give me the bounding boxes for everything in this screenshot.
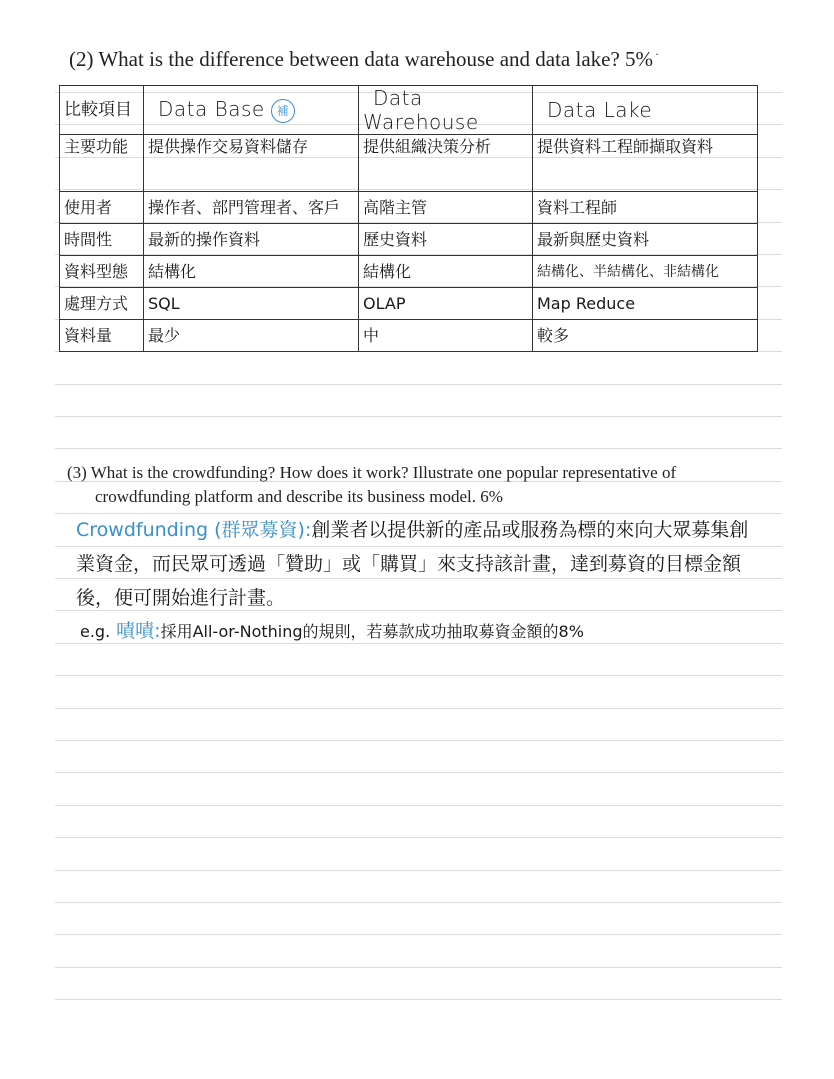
ruled-line bbox=[55, 384, 782, 385]
ruled-line bbox=[55, 999, 782, 1000]
table-cell: 結構化 bbox=[359, 256, 533, 288]
question-3-title-line1: (3) What is the crowdfunding? How does it work? Illustrate one popular representative of bbox=[67, 463, 677, 482]
ruled-line bbox=[55, 772, 782, 773]
table-cell: 資料工程師 bbox=[533, 192, 758, 224]
table-cell: 結構化 bbox=[144, 256, 359, 288]
table-cell: 較多 bbox=[533, 320, 758, 352]
question-3-title bbox=[67, 461, 767, 509]
table-row bbox=[60, 192, 758, 224]
ruled-line bbox=[55, 934, 782, 935]
ruled-line bbox=[55, 967, 782, 968]
header-data-warehouse: Data Warehouse bbox=[359, 86, 533, 135]
table-row bbox=[60, 320, 758, 352]
example-text: 採用All-or-Nothing的規則，若募款成功抽取募資金額的8% bbox=[160, 622, 584, 641]
row-label: 處理方式 bbox=[60, 288, 144, 320]
question-3-title-line2: crowdfunding platform and describe its business model. 6% bbox=[95, 487, 503, 506]
table-cell: 最新與歷史資料 bbox=[533, 224, 758, 256]
ruled-line bbox=[55, 448, 782, 449]
table-cell: 中 bbox=[359, 320, 533, 352]
table-row bbox=[60, 256, 758, 288]
ruled-line bbox=[55, 870, 782, 871]
table-cell: 高階主管 bbox=[359, 192, 533, 224]
crowdfunding-example bbox=[80, 616, 584, 643]
table-cell: 提供資料工程師擷取資料 bbox=[533, 135, 758, 192]
crowdfunding-answer bbox=[76, 513, 766, 615]
table-cell: OLAP bbox=[359, 288, 533, 320]
table-cell: SQL bbox=[144, 288, 359, 320]
ruled-line bbox=[55, 416, 782, 417]
row-label: 資料型態 bbox=[60, 256, 144, 288]
ruled-line bbox=[55, 902, 782, 903]
table-cell: 提供組織決策分析 bbox=[359, 135, 533, 192]
ruled-line bbox=[55, 708, 782, 709]
table-row bbox=[60, 224, 758, 256]
table-cell: 最新的操作資料 bbox=[144, 224, 359, 256]
row-label: 主要功能 bbox=[60, 135, 144, 192]
row-label: 資料量 bbox=[60, 320, 144, 352]
header-data-base: Data Base 補 bbox=[144, 86, 359, 135]
row-label: 時間性 bbox=[60, 224, 144, 256]
comparison-table bbox=[59, 85, 758, 352]
header-compare-item: 比較項目 bbox=[60, 86, 144, 135]
example-prefix: e.g. bbox=[80, 622, 111, 641]
table-cell: 操作者、部門管理者、客戶 bbox=[144, 192, 359, 224]
supplement-badge: 補 bbox=[271, 99, 295, 123]
ruled-line bbox=[55, 643, 782, 644]
row-label: 使用者 bbox=[60, 192, 144, 224]
table-row bbox=[60, 135, 758, 192]
table-cell: 最少 bbox=[144, 320, 359, 352]
table-cell: 歷史資料 bbox=[359, 224, 533, 256]
table-cell: Map Reduce bbox=[533, 288, 758, 320]
question-2-title: (2) What is the difference between data warehouse and data lake? 5% · bbox=[69, 47, 660, 71]
table-header-row bbox=[60, 86, 758, 135]
example-brand: 嘖嘖: bbox=[116, 620, 161, 642]
crowdfunding-definition: 創業者以提供新的產品或服務為標的來向大眾募集創業資金，而民眾可透過「贊助」或「購買」來支持該計畫，達到募資的目標金額後，便可開始進行計畫。 bbox=[76, 519, 749, 609]
ruled-line bbox=[55, 805, 782, 806]
ruled-line bbox=[55, 675, 782, 676]
crowdfunding-term: Crowdfunding (群眾募資): bbox=[76, 519, 312, 541]
header-data-lake: Data Lake bbox=[533, 86, 758, 135]
table-row bbox=[60, 288, 758, 320]
table-cell: 結構化、半結構化、非結構化 bbox=[533, 256, 758, 288]
ruled-line bbox=[55, 740, 782, 741]
table-cell: 提供操作交易資料儲存 bbox=[144, 135, 359, 192]
ruled-line bbox=[55, 837, 782, 838]
